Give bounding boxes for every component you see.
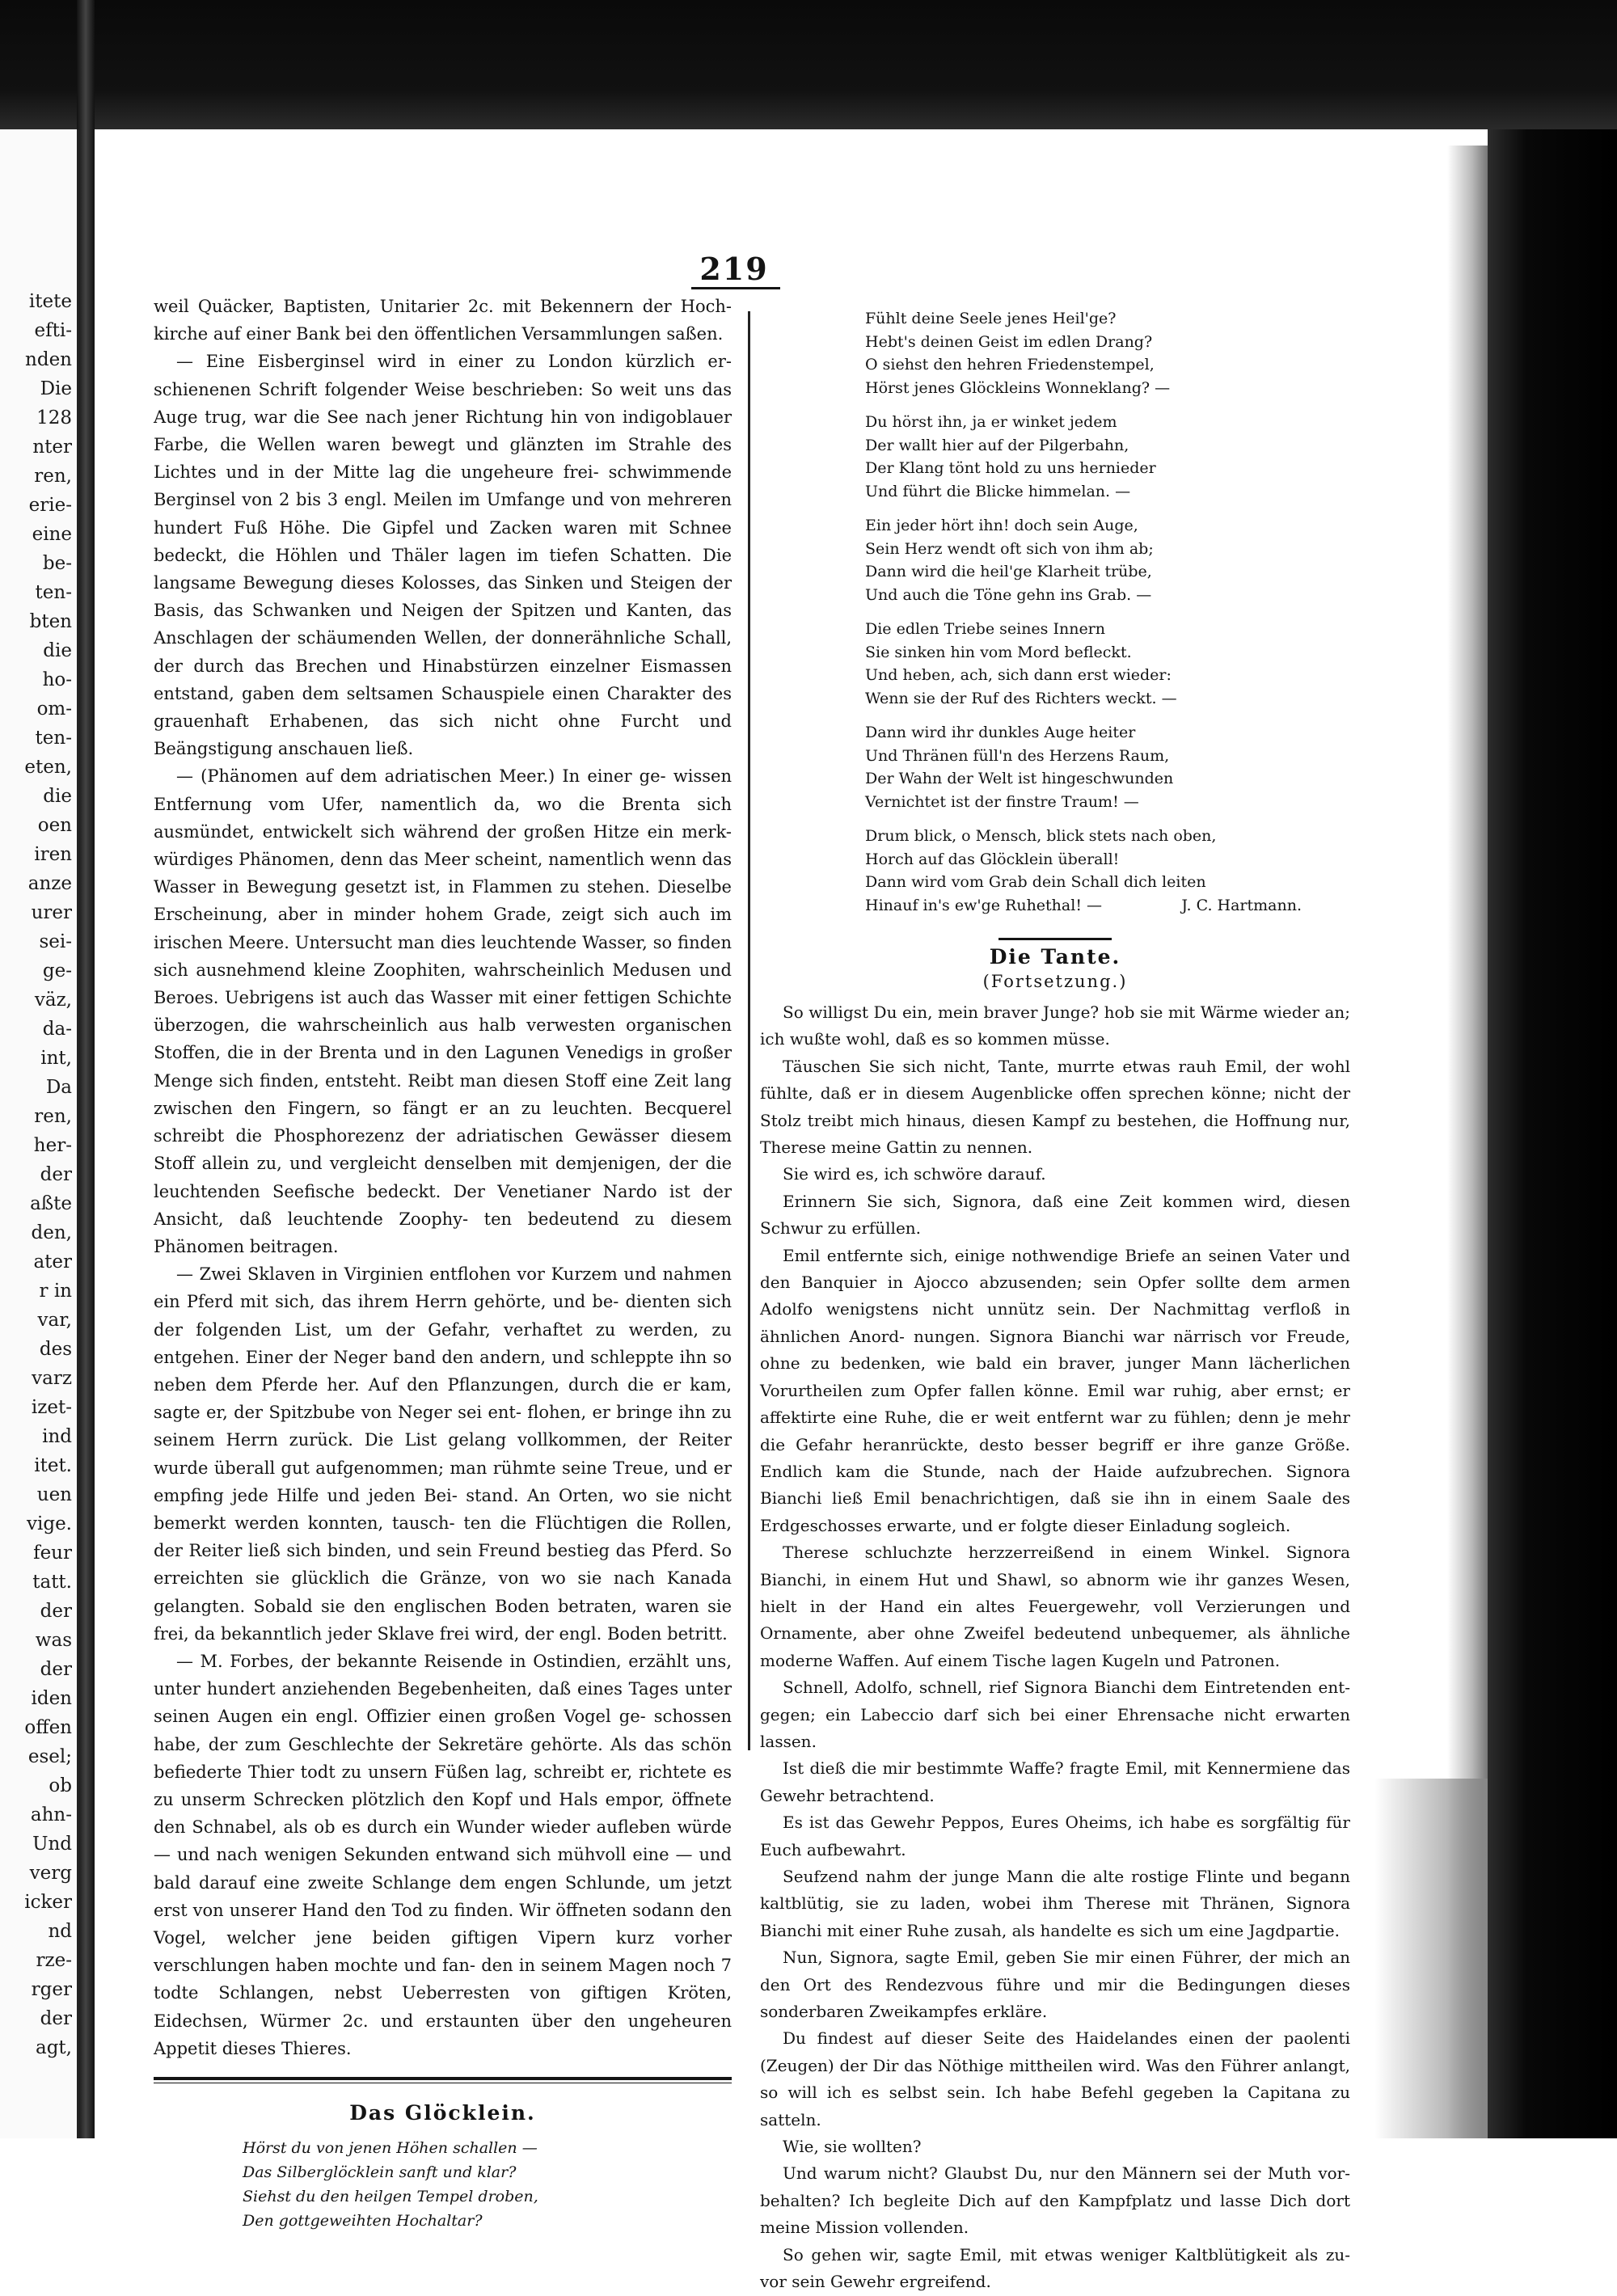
poem-continuation	[760, 307, 1350, 917]
facing-page-fragment: aßte	[30, 1193, 72, 1214]
facing-page-fragment: verg	[29, 1863, 72, 1884]
facing-page-fragment: int,	[40, 1048, 72, 1069]
poem-line: O siehst den hehren Friedenstempel,	[865, 356, 1155, 374]
article-paragraph: weil Quäcker, Baptisten, Unitarier 2c. mit Bekennern der Hoch- kirche auf einer Bank bei den öffentlichen Versammlungen saßen.	[154, 297, 732, 344]
article-paragraph: — M. Forbes, der bekannte Reisende in Ostindien, erzählt uns, unter hundert anziehenden Begebenheiten, daß eines Tages unter seinen Augen ein engl. Offizier einen großen Vogel ge- schossen habe, der zum Geschlechte der Sekretäre gehörte. Als das schön befiederte Thier todt zu unsern Füßen lag, schreibt er, richtete es zu unserm Schrecken plötzlich den Kopf und Hals empor, öffnete den Schnabel, als ob es durch ein Wunder wieder aufleben würde — und nach wenigen Sekunden entwand sich mühvoll eine — und bald darauf eine zweite Schlange dem engen Schlunde, um jetzt erst von unserer Hand den Tod zu finden. Wir öffneten sodann den Vogel, welcher jene beiden giftigen Vipern kurz vorher verschlungen haben mochte und fan- den in seinem Magen noch 7 todte Schlangen, nebst Ueberresten von giftigen Kröten, Eidechsen, Würmer 2c. und erstaunten über den ungeheuren Appetit dieses Thieres.	[154, 1651, 732, 2058]
facing-page-fragment: esel;	[27, 1746, 72, 1767]
facing-page-fragment: anze	[27, 873, 72, 894]
story-paragraph: Es ist das Gewehr Peppos, Eures Oheims, ich habe es sorgfältig für Euch aufbewahrt.	[760, 1813, 1350, 1859]
facing-page-fragment: oen	[37, 815, 72, 836]
facing-page-fragment: Die	[40, 378, 72, 399]
poem-line: Hörst du von jenen Höhen schallen —	[243, 2139, 538, 2157]
page-number: 219	[699, 251, 769, 287]
facing-page-fragment: vige.	[27, 1513, 72, 1534]
facing-page-fragment: itet.	[34, 1455, 72, 1476]
facing-page-fragment: izet-	[31, 1397, 72, 1418]
facing-page-fragment: der	[40, 2008, 72, 2029]
facing-page-fragment: ren,	[34, 466, 72, 487]
facing-page-fragment: die	[43, 786, 72, 807]
story-title-rule	[998, 938, 1112, 940]
poem-line: Sie sinken hin vom Mord befleckt.	[865, 643, 1132, 661]
facing-page-fragment: bten	[29, 611, 72, 632]
poem-stanza	[865, 411, 1350, 503]
facing-page-fragment: efti-	[34, 320, 72, 341]
book-spine	[77, 0, 95, 2138]
poem-line: Der Wahn der Welt ist hingeschwunden	[865, 770, 1174, 787]
facing-page-fragment: ge-	[42, 960, 72, 981]
poem-line: Und führt die Blicke himmelan. —	[865, 482, 1131, 500]
facing-page-fragment: eine	[32, 524, 72, 545]
story-paragraph: So willigst Du ein, mein braver Junge? hob sie mit Wärme wieder an; ich wußte wohl, daß es so kommen müsse.	[760, 1002, 1350, 1049]
story-section	[760, 938, 1350, 2296]
facing-page-fragment: des	[39, 1339, 72, 1360]
story-paragraph: Nun, Signora, sagte Emil, geben Sie mir einen Führer, der mich an den Ort des Rendezvous führe und mir die Bedingungen dieses sonderbaren Zweikampfes erkläre.	[760, 1948, 1350, 2022]
scan-right-border	[1488, 129, 1617, 2138]
story-paragraph: Emil entfernte sich, einige nothwendige Briefe an seinen Vater und den Banquier in Ajocco abzusenden; sein Opfer sollte dem armen Adolfo wenigstens nicht unnütz sein. Der Nachmittag verfloß in ähnlichen Anord- nungen. Signora Bianchi war närrisch vor Freude, ohne zu bedenken, wie bald ein braver, junger Mann lächerlichen Vorurtheilen zum Opfer fallen könne. Emil war ruhig, aber ernst; er affektirte eine Ruhe, die er weit entfernt war zu fühlen; denn je mehr die Gefahr heranrückte, desto besser begriff er ihre ganze Größe. Endlich kam die Stunde, nach der Haide aufzubrechen. Signora Bianchi ließ Emil benachrichtigen, daß sie ihn in einem Saale des Erdgeschosses erwarte, und er folgte dieser Einladung sogleich.	[760, 1245, 1350, 1535]
poem-line: Und Thränen füll'n des Herzens Raum,	[865, 746, 1170, 765]
facing-page-fragment: ater	[33, 1251, 72, 1273]
facing-page-fragment: ren,	[34, 1106, 72, 1127]
story-paragraph: Täuschen Sie sich nicht, Tante, murrte etwas rauh Emil, der wohl fühlte, daß er in diesem Augenblicke offen sprechen könne; nicht der Stolz treibt mich hinaus, diesen Kampf zu bestehen, die Hoffnung nur, Therese meine Gattin zu nennen.	[760, 1056, 1350, 1158]
facing-page-fragment: Da	[45, 1077, 72, 1098]
poem-author: J. C. Hartmann.	[1181, 896, 1302, 914]
story-paragraph: Wie, sie wollten?	[783, 2137, 922, 2157]
section-separator	[154, 2077, 732, 2083]
poem-line: Der Klang tönt hold zu uns hernieder	[865, 459, 1156, 477]
poem-line: Die edlen Triebe seines Innern	[865, 620, 1106, 638]
poem-line: Das Silberglöcklein sanft und klar?	[243, 2163, 517, 2181]
poem-line: Und heben, ach, sich dann erst wieder:	[865, 666, 1172, 684]
facing-page-fragment: der	[40, 1659, 72, 1680]
facing-page-fragment: ten-	[35, 582, 72, 603]
facing-page-fragment: feur	[33, 1543, 72, 1564]
facing-page-fragment: om-	[36, 699, 72, 720]
poem-title: Das Glöcklein.	[349, 2101, 536, 2125]
poem-opening	[154, 2136, 732, 2233]
poem-line: Vernichtet ist der finstre Traum! —	[865, 792, 1139, 811]
facing-page-fragment: iren	[34, 844, 72, 865]
story-paragraph: So gehen wir, sagte Emil, mit etwas weniger Kaltblütigkeit als zu- vor sein Gewehr ergreifend.	[760, 2244, 1350, 2292]
story-paragraph: Sie wird es, ich schwöre darauf.	[783, 1164, 1046, 1184]
story-paragraph: Ist dieß die mir bestimmte Waffe? fragte Emil, mit Kennermiene das Gewehr betrachtend.	[760, 1758, 1350, 1805]
poem-line: Dann wird ihr dunkles Auge heiter	[865, 724, 1136, 741]
facing-page-fragment: be-	[42, 553, 72, 574]
poem-line: Horch auf das Glöcklein überall!	[865, 850, 1120, 868]
scan-top-border	[0, 0, 1617, 129]
poem-line: Den gottgeweihten Hochaltar?	[243, 2212, 483, 2230]
facing-page-fragment: nd	[48, 1921, 72, 1942]
poem-line: Dann wird die heil'ge Klarheit trübe,	[865, 563, 1152, 580]
facing-page-fragment: icker	[24, 1892, 72, 1913]
poem-line: Hörst jenes Glöckleins Wonneklang? —	[865, 378, 1171, 397]
facing-page-fragment: iden	[31, 1688, 72, 1709]
facing-page-fragment: nter	[32, 437, 72, 458]
facing-page-fragment: ob	[49, 1775, 72, 1796]
facing-page-fragment: was	[35, 1630, 72, 1651]
poem-line: Fühlt deine Seele jenes Heil'ge?	[865, 310, 1117, 327]
poem-line: Sein Herz wendt oft sich von ihm ab;	[865, 539, 1154, 558]
facing-page-fragment: väz,	[34, 990, 72, 1011]
story-paragraph: Schnell, Adolfo, schnell, rief Signora Bianchi dem Eintretenden ent- gegen; ein Labeccio darf sich bei einer Ehrensache nicht erwarten lassen.	[760, 1678, 1350, 1751]
article-paragraph: — Eine Eisberginsel wird in einer zu London kürzlich er- schienenen Schrift folgender Weise beschrieben: So weit uns das Auge trug, war die See nach jener Richtung hin von indigoblauer Farbe, die Wellen waren bewegt und glänzten im Strahle des Lichtes und in der Mitte lag die ungeheure frei- schwimmende Berginsel von 2 bis 3 engl. Meilen im Umfange und von mehreren hundert Fuß Höhe. Die Gipfel und Zacken waren mit Schnee bedeckt, die Höhlen und Thäler lagen im tiefen Schatten. Die langsame Bewegung dieses Kolosses, das Sinken und Steigen der Basis, das Schwanken und Neigen der Spitzen und Kanten, das Anschlagen der schäumenden Wellen, der donnerähnliche Schall, der durch das Brechen und Hinabstürzen einzelner Eismassen entstand, gaben dem seltsamen Schauspiele einen Charakter des grauenhaft Erhabenen, das sich nicht ohne Furcht und Beängstigung anschauen ließ.	[154, 352, 732, 759]
facing-page-fragment: erie-	[28, 495, 72, 516]
story-paragraph: Du findest auf dieser Seite des Haidelandes einen der paolenti (Zeugen) der Dir das Nöthige mittheilen wird. Was den Führer anlangt, so will ich es selbst sein. Ich habe Befehl gegeben la Capitana zu satteln.	[760, 2028, 1350, 2129]
poem-stanza	[865, 825, 1302, 917]
poem-line: Du hörst ihn, ja er winket jedem	[865, 413, 1117, 431]
poem-stanza	[865, 307, 1350, 399]
facing-page-fragment: urer	[31, 902, 72, 923]
story-paragraph: Seufzend nahm der junge Mann die alte rostige Flinte und begann kaltblütig, sie zu laden, wobei ihm Therese mit Thränen, Signora Bianchi mit einer Ruhe zusah, als handelte es sich um eine Jagdpartie.	[760, 1867, 1350, 1940]
poem-line: Und auch die Töne gehn ins Grab. —	[865, 585, 1152, 604]
poem-line: Dann wird vom Grab dein Schall dich leiten	[865, 873, 1206, 891]
facing-page-fragment: nden	[25, 349, 72, 370]
facing-page-fragment: ten-	[35, 728, 72, 749]
facing-page-fragment: die	[43, 640, 72, 661]
article-paragraph: — (Phänomen auf dem adriatischen Meer.) In einer ge- wissen Entfernung vom Ufer, namentlich da, wo die Brenta sich ausmündet, entwickelt sich während der großen Hitze ein merk- würdiges Phänomen, denn das Meer scheint, namentlich wenn das Wasser in Bewegung gesetzt ist, in Flammen zu stehen. Dieselbe Erscheinung, aber in minder hohem Grade, zeigt sich auch im irischen Meere. Untersucht man dies leuchtende Wasser, so finden sich ausnehmend kleine Zoophiten, wahrscheinlich Medusen und Beroes. Uebrigens ist auch das Wasser mit einer fettigen Schichte überzogen, die wahrscheinlich aus halb verwesten organischen Stoffen, die in der Brenta und in den Lagunen Venedigs in großer Menge sich finden, entsteht. Reibt man diesen Stoff eine Zeit lang zwischen den Fingern, so fängt er an zu leuchten. Becquerel schreibt die Phosphorezenz der adriatischen Gewässer diesem Stoff allein zu, und vergleicht denselben mit demjenigen, der die leuchtenden Seefische bedeckt. Der Venetianer Nardo ist der Ansicht, daß leuchtende Zoophy- ten bedeutend zu diesem Phänomen beitragen.	[154, 766, 732, 1256]
facing-page-fragment: var,	[37, 1310, 72, 1331]
facing-page-fragment: itete	[28, 291, 72, 312]
story-subtitle: (Fortsetzung.)	[982, 972, 1128, 991]
left-column	[154, 293, 732, 2233]
facing-page-fragment: ind	[42, 1426, 72, 1447]
poem-line: Drum blick, o Mensch, blick stets nach oben,	[865, 827, 1217, 845]
facing-page-fragment: rger	[31, 1979, 72, 2000]
story-paragraph: Therese schluchzte herzzerreißend in einem Winkel. Signora Bianchi, in einem Hut und Shawl, so abnorm wie ihr ganzes Wesen, hielt in der Hand ein altes Feuergewehr, voll Verzierungen und Ornamente, aber ohne Zweifel bedeutend unbequemer, als ähnliche moderne Waffen. Auf einem Tische lagen Kugeln und Patronen.	[760, 1543, 1350, 1670]
poem-line: Wenn sie der Ruf des Richters weckt. —	[865, 689, 1177, 707]
facing-page-fragment: rze-	[36, 1950, 72, 1971]
facing-page-fragment: agt,	[36, 2037, 72, 2058]
article-paragraph: — Zwei Sklaven in Virginien entflohen vor Kurzem und nahmen ein Pferd mit sich, das ihrem Herrn gehörte, und be- dienten sich der folgenden List, um der Gefahr, verhaftet zu werden, zu entgehen. Einer der Neger band den andern, und schleppte ihn so neben dem Pferde her. Auf den Pflanzungen, durch die er kam, sagte er, der Spitzbube von Neger sei ent- flohen, er bringe ihn zu seinem Herrn zurück. Die List gelang vollkommen, der Reiter wurde überall gut aufgenommen; man rühmte seine Treue, und er empfing jede Hilfe und jeden Bei- stand. An Orten, wo sie nicht bemerkt werden konnten, tausch- ten die Flüchtigen die Rollen, der Reiter ließ sich binden, und sein Freund bestieg das Pferd. So erreichten sie glücklich die Gränze, von wo sie nach Kanada gelangten. Sobald sie den englischen Boden betraten, waren sie frei, da bekanntlich jeder Sklave frei wird, der engl. Boden betritt.	[154, 1264, 732, 1644]
facing-page-fragment: offen	[24, 1717, 72, 1738]
story-title: Die Tante.	[989, 945, 1121, 969]
facing-page-fragment: ho-	[42, 669, 72, 690]
poem-stanza	[865, 514, 1350, 606]
poem-line: Der wallt hier auf der Pilgerbahn,	[865, 436, 1129, 454]
poem-line: Siehst du den heilgen Tempel droben,	[243, 2188, 538, 2205]
facing-page-fragment: tatt.	[32, 1572, 72, 1593]
poem-line: Ein jeder hört ihn! doch sein Auge,	[865, 517, 1138, 534]
facing-page-fragment: der	[40, 1601, 72, 1622]
facing-page-fragment: den,	[31, 1222, 72, 1243]
page-curl-shadow	[1374, 1779, 1496, 2138]
facing-page-fragment: uen	[36, 1484, 72, 1505]
poem-stanza	[865, 618, 1350, 710]
right-column	[760, 307, 1350, 2296]
poem-line: Hebt's deinen Geist im edlen Drang?	[865, 332, 1153, 351]
facing-page-fragment: ahn-	[30, 1804, 72, 1825]
facing-page-fragment: Und	[32, 1834, 72, 1855]
facing-page-fragment: da-	[42, 1019, 72, 1040]
facing-page-fragment: 128	[36, 407, 72, 428]
left-page-leaf	[0, 129, 79, 2138]
facing-page-fragment: varz	[32, 1368, 72, 1389]
poem-stanza	[865, 721, 1350, 813]
facing-page-fragment: sei-	[39, 931, 72, 952]
facing-page-fragment: r in	[39, 1281, 72, 1302]
story-paragraph: Und warum nicht? Glaubst Du, nur den Männern sei der Muth vor- behalten? Ich begleite Dich auf den Kampfplatz und lasse Dich dort meine Mission vollenden.	[760, 2163, 1350, 2238]
story-paragraph: Erinnern Sie sich, Signora, daß eine Zeit kommen wird, diesen Schwur zu erfüllen.	[760, 1191, 1350, 1239]
column-divider	[748, 311, 750, 1750]
header-rule	[691, 287, 780, 289]
poem-line: Hinauf in's ew'ge Ruhethal! —	[865, 896, 1102, 914]
facing-page-fragment: der	[40, 1164, 72, 1185]
facing-page-fragment: her-	[33, 1135, 72, 1156]
facing-page-fragment: eten,	[24, 757, 72, 778]
